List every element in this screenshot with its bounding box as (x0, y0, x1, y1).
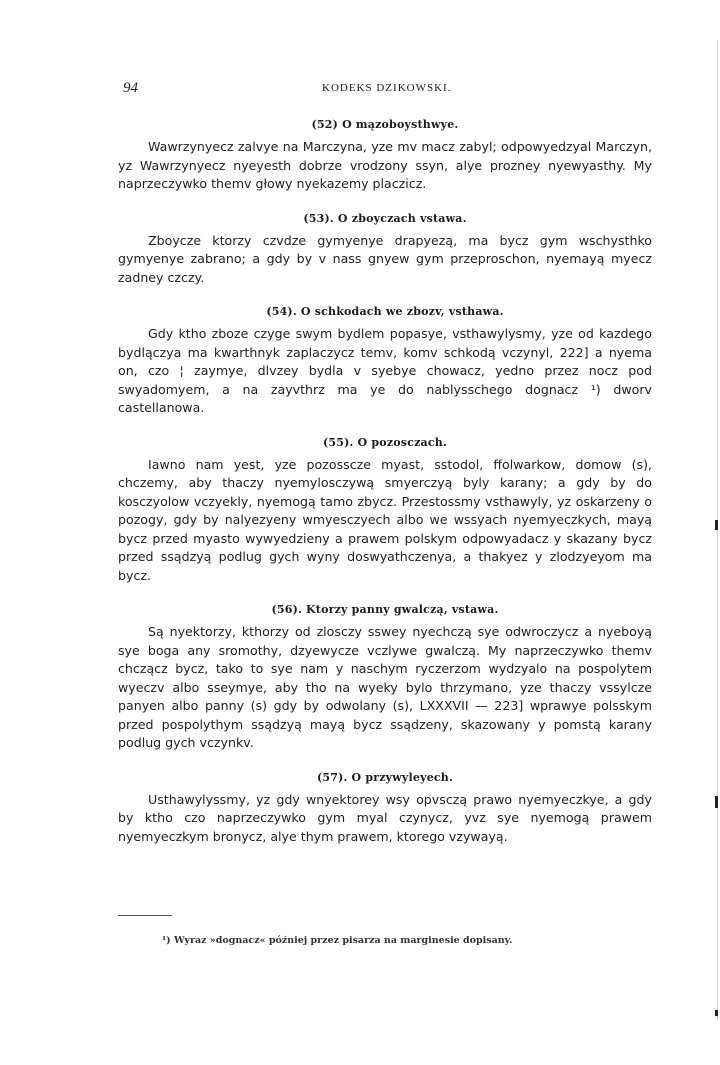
section-heading: (52) O mązoboysthwye. (311, 118, 459, 131)
section-paragraph: Wawrzynyecz zalvye na Marczyna, yze mv macz zabyl; odpowyedzyal Marczyn, yz Wawrzynyecz nyeyesth dobrze vrodzony ssyn, alye prozney nyewyasthy. My naprzeczywko themv głowy nyekazemy placzicz. (118, 139, 652, 191)
section-paragraph: Iawno nam yest, yze pozossczе myast, sstodol, ffolwarkow, domow (s), chczemy, aby thaczy nyemylosczywą smyerczyą byly karany; a gdy by do kosczyolow vczyekly, nyemogą tamo zbycz. Przestossmy vsthawyly, yz oskarzeny o pozogy, gdy by nalyezyeny wmyesczyech albo we wssyach nyemyeczkych, mayą bycz przed myasto wywyedzieny a prawem polskym odpowyadacz y skazany bycz przed ssądzyą podlug gych wyny doswyathczenya, a thakyez y zlodzyeyom ma bycz. (118, 456, 652, 583)
scan-edge-mark (715, 1010, 718, 1016)
section-heading: (56). Ktorzy panny gwalczą, vstawa. (271, 603, 499, 616)
section-54 (118, 305, 652, 418)
scan-edge-mark (715, 520, 718, 530)
section-heading: (55). O pozosczach. (323, 435, 447, 449)
section-heading: (53). O zboyczach vstawa. (303, 211, 467, 225)
section-55 (118, 436, 652, 586)
section-56 (118, 603, 652, 753)
running-head: KODEKS DZIKOWSKI. (322, 82, 452, 94)
footnote: ¹) Wyraz »dognacz« później przez pisarza na marginesie dopisany. (162, 935, 513, 946)
section-heading: (54). O schkodach we zbozv, vsthawa. (266, 305, 504, 318)
section-52 (118, 118, 652, 194)
section-paragraph: Zboycze ktorzy czvdze gymyenye drapyezą, ma bycz gym wschysthko gymyenye zabrano; a gdy by v nass gnyew gym przeproschon, nyemayą myecz zadney czczy. (118, 232, 652, 285)
section-53 (118, 212, 652, 288)
section-57 (118, 771, 652, 847)
footnote-divider (118, 915, 172, 916)
section-heading: (57). O przywyleyech. (316, 770, 454, 784)
scan-edge-mark (715, 796, 718, 808)
page-number: 94 (123, 80, 138, 96)
section-paragraph: Gdy ktho zboze czyge swym bydlem popasye, vsthawylysmy, yze od kazdego bydlączya ma kwarthnyk zaplaczycz temv, komv schkodą vczynyl, 222] a nyema on, czo ¦ zaymye, dlvzey bydla v syebye chowacz, yedno przez nocz pod swyadomyem, a na zayvthrz ma ye do nablysschego dognacz ¹) dworv castellanowa. (118, 326, 652, 415)
section-paragraph: Są nyektorzy, kthorzy od zlosczy sswey nyechczą sye odwroczycz a nyeboyą sye boga any sromothy, dzyewycze vczlywe gwalczą. My naprzeczywko themv chcząсz bycz, tako to sye nam y naschym ryczerzom wydzyalo na pospolytem wyeczv albo sseymye, aby tho na wyeky bylo thrzymano, yze thaczy vssylcze panyen albo panny (s) gdy by odwolany (s), LXXXVII — 223] wprawye polsskym przed pospolythym ssądzyą mayą bycz ssądzeny, skazowany y pomstą karany podlug gych vczynkv. (118, 624, 652, 750)
section-paragraph: Usthawylyssmy, yz gdy wnyektorey wsy opvsczą prawo nyemyeczkye, a gdy by ktho czo naprzeczywko gym myal czynycz, yvz sye nyemogą prawem nyemyeczkym bronycz, alye thym prawem, ktorego vzywayą. (118, 791, 652, 844)
page-body (118, 118, 652, 846)
scan-edge-line (717, 40, 718, 1020)
